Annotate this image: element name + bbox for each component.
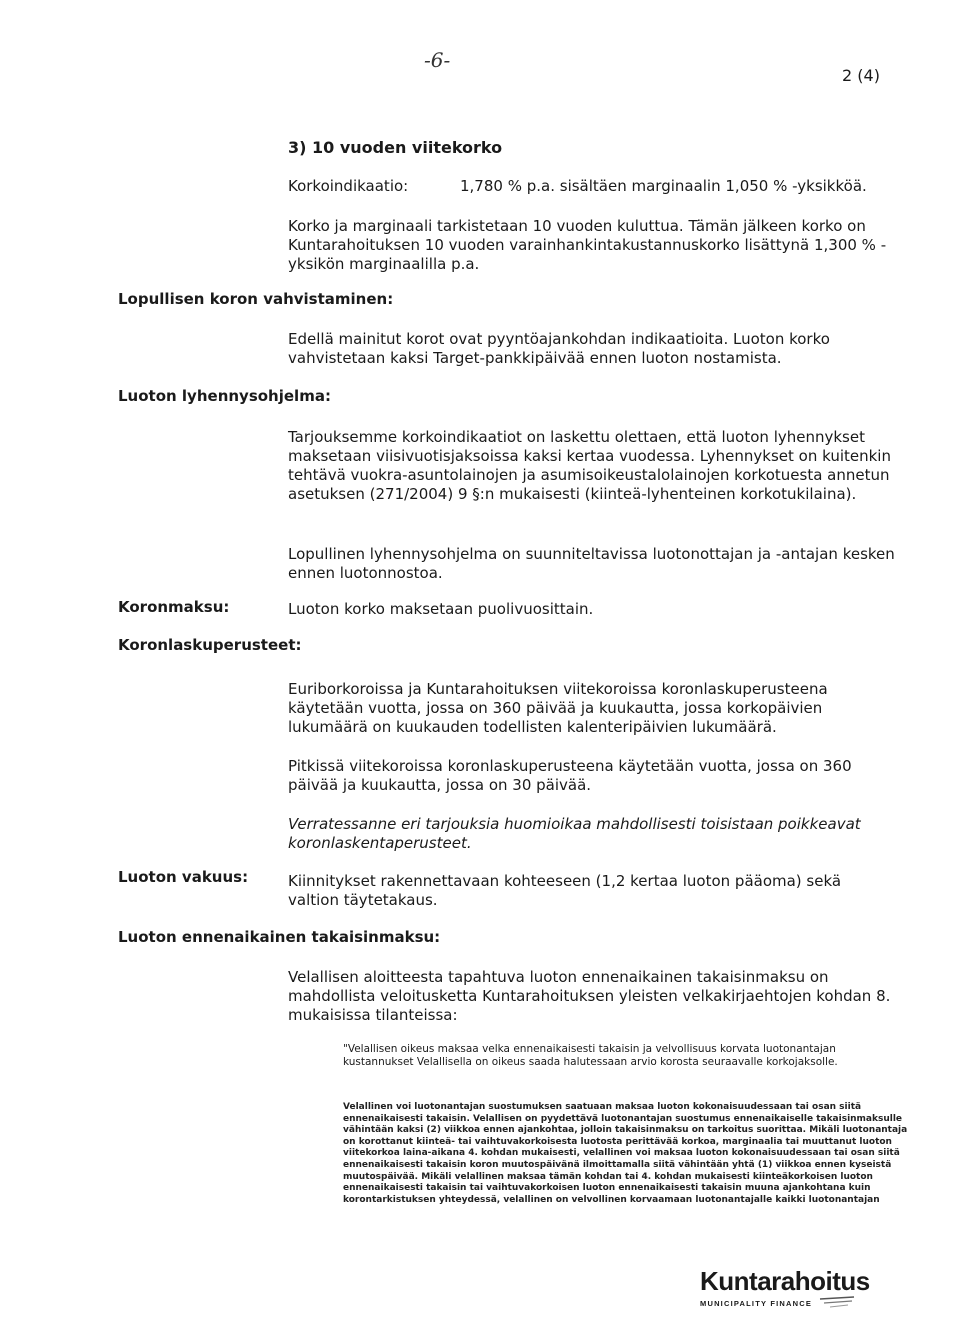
interest-payment-label: Koronmaksu: (118, 598, 230, 616)
logo-tagline: MUNICIPALITY FINANCE (700, 1298, 813, 1308)
prepayment-intro: Velallisen aloitteesta tapahtuva luoton ennenaikainen takaisinmaksu on mahdollista veloitusketta Kuntarahoituksen yleisten velkakirjaehtojen kohdan 8. mukaisissa tilanteissa: (288, 968, 891, 1024)
confirmation-text: Edellä mainitut korot ovat pyyntöajankohdan indikaatioita. Luoton korko vahvistetaan kaksi Target-pankkipäivää ennen luoton nostamista. (288, 330, 830, 367)
company-logo (700, 1266, 910, 1311)
confirmation-label: Lopullisen koron vahvistaminen: (118, 290, 394, 308)
amortization-text-1: Tarjouksemme korkoindikaatiot on laskettu olettaen, että luoton lyhennykset maksetaan viisivuotisjaksoissa kaksi kertaa vuodessa. Lyhennykset on kuitenkin tehtävä vuokra-asuntolainojen ja asumisoikeustalolainojen korkotuesta annetun asetuksen (271/2004) 9 §:n mukaisesti (kiinteä-lyhenteinen korkotukilaina). (288, 428, 891, 503)
logo-swoosh-icon (818, 1295, 858, 1311)
prepayment-label: Luoton ennenaikainen takaisinmaksu: (118, 928, 441, 946)
amortization-text-2: Lopullinen lyhennysohjelma on suunniteltavissa luotonottajan ja -antajan kesken ennen luotonnostoa. (288, 545, 895, 582)
collateral-text: Kiinnitykset rakennettavaan kohteeseen (1,2 kertaa luoton pääoma) sekä valtion täytetakaus. (288, 872, 842, 909)
index-value: 1,780 % p.a. sisältäen marginaalin 1,050 % -yksikköä. (460, 177, 867, 195)
page-number: 2 (4) (842, 66, 880, 85)
section-heading: 3) 10 vuoden viitekorko (288, 138, 503, 157)
logo-name: Kuntarahoitus (700, 1266, 870, 1296)
handwritten-page-mark: -6- (424, 48, 451, 72)
interest-basis-text-1: Euriborkoroissa ja Kuntarahoituksen viitekoroissa koronlaskuperusteena käytetään vuotta, jossa on 360 päivää ja kuukautta, jossa korkopäivien lukumäärä on kuukauden todellisten kalenteripäivien lukumäärä. (288, 680, 828, 736)
index-label: Korkoindikaatio: (288, 177, 409, 195)
interest-basis-text-3: Verratessanne eri tarjouksia huomioikaa mahdollisesti toisistaan poikkeavat koronlaskentaperusteet. (288, 815, 861, 852)
collateral-label: Luoton vakuus: (118, 868, 249, 886)
amortization-label: Luoton lyhennysohjelma: (118, 387, 331, 405)
prepayment-quote-1: "Velallisen oikeus maksaa velka ennenaikaisesti takaisin ja velvollisuus korvata luotonantajan kustannukset Velallisella on oikeus saada halutessaan arvio korosta seuraavalle korkojaksolle. (343, 1043, 838, 1068)
prepayment-quote-2: Velallinen voi luotonantajan suostumuksen saatuaan maksaa luoton kokonaisuudessaan tai osan siitä ennenaikaisesti takaisin. Velallisen on pyydettävä luotonantajan suostumus ennenaikaiselle takaisinmaksulle vähintään kaksi (2) viikkoa ennen ajankohtaa, jolloin takaisinmaksu on tarkoitus suorittaa. Mikäli luotonantaja on korottanut kiinteä- tai vaihtuvakorkoisesta luotosta perittävää korkoa, marginaalia tai muuttanut luoton viitekorkoa laina-aikana 4. kohdan mukaisesti, velallinen voi maksaa luoton kokonaisuudessaan tai osan siitä ennenaikaisesti takaisin koron muutospäivänä ilmoittamalla siitä vähintään yhtä (1) viikkoa ennen kyseistä muutospäivää. Mikäli velallinen maksaa tämän kohdan tai 4. kohdan mukaisesti kiinteäkorkoisen luoton ennenaikaisesti takaisin tai vaihtuvakorkoisen luoton ennenaikaisesti takaisin muuna ajankohtana kuin korontarkistuksen yhteydessä, velallinen on velvollinen korvaamaan luotonantajalle kaikki luotonantajan (343, 1102, 908, 1205)
interest-basis-label: Koronlaskuperusteet: (118, 636, 302, 654)
interest-basis-text-2: Pitkissä viitekoroissa koronlaskuperusteena käytetään vuotta, jossa on 360 päivää ja kuukautta, jossa on 30 päivää. (288, 757, 852, 794)
review-text: Korko ja marginaali tarkistetaan 10 vuoden kuluttua. Tämän jälkeen korko on Kuntarahoituksen 10 vuoden varainhankintakustannuskorko lisättynä 1,300 % -yksikön marginaalilla p.a. (288, 217, 887, 273)
interest-payment-text: Luoton korko maksetaan puolivuosittain. (288, 600, 594, 618)
